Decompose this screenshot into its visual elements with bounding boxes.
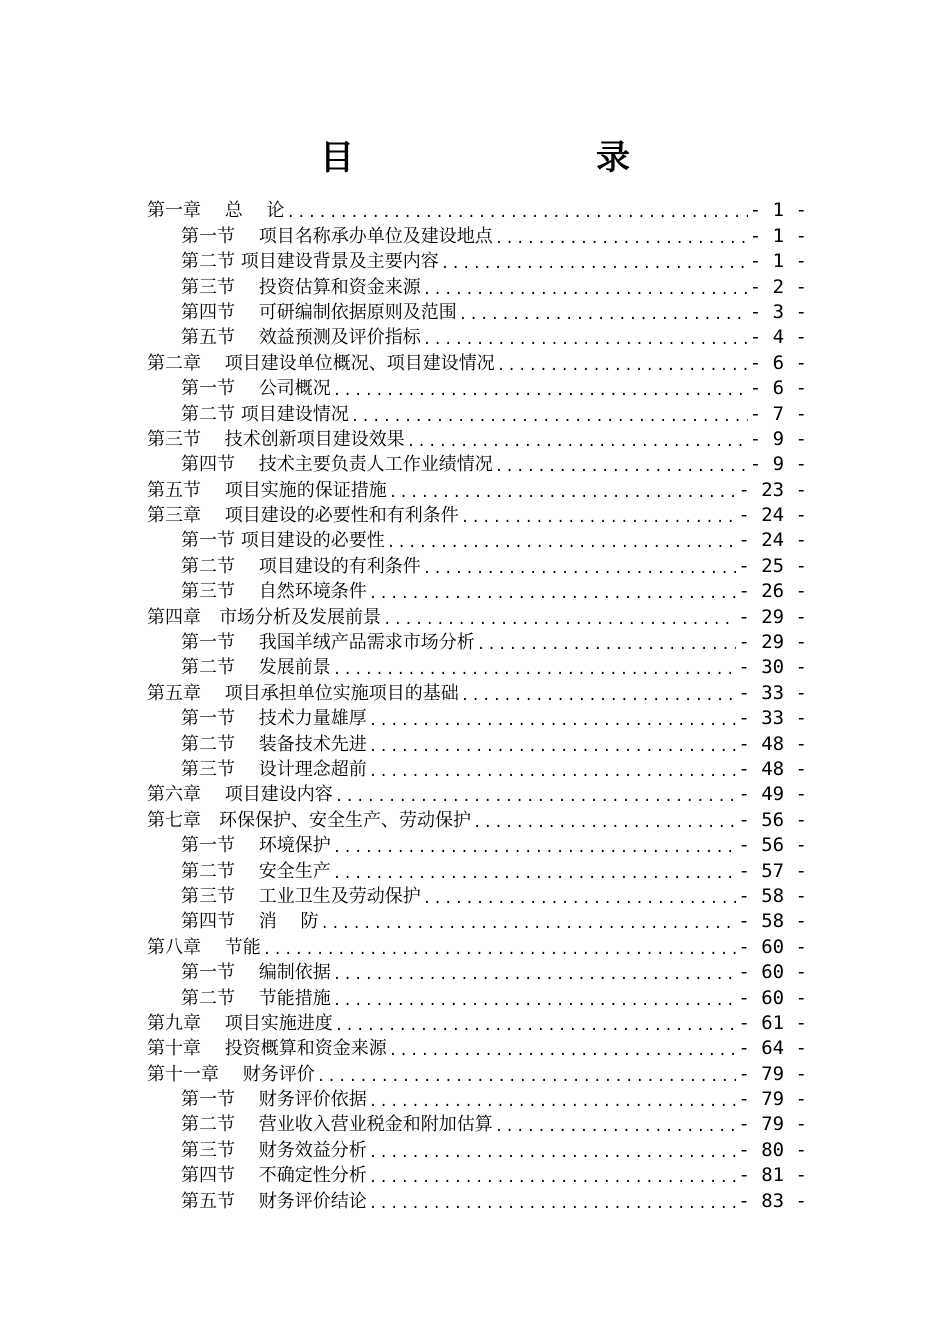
- page-title: 目 录: [320, 138, 688, 178]
- toc-section-entry[interactable]: [147, 452, 807, 477]
- toc-page-number: - 56 -: [738, 834, 807, 857]
- toc-page-number: - 83 -: [738, 1189, 807, 1212]
- toc-section-entry[interactable]: [147, 579, 807, 604]
- toc-page-number: - 3 -: [749, 300, 807, 323]
- toc-page-number: - 57 -: [738, 859, 807, 882]
- toc-section-entry[interactable]: [147, 1087, 807, 1112]
- toc-entry-label: 第二节 节能措施: [181, 987, 331, 1009]
- toc-section-entry[interactable]: [147, 731, 807, 756]
- toc-chapter-entry[interactable]: [147, 427, 807, 452]
- toc-page-number: - 61 -: [738, 1011, 807, 1034]
- toc-entry-label: 第五节 效益预测及评价指标: [181, 327, 421, 349]
- toc-chapter-entry[interactable]: [147, 782, 807, 807]
- toc-page-number: - 29 -: [738, 605, 807, 628]
- toc-section-entry[interactable]: [147, 274, 807, 299]
- table-of-contents: [147, 198, 807, 1214]
- dot-leader: [369, 1168, 737, 1188]
- dot-leader: [495, 457, 748, 477]
- toc-chapter-entry[interactable]: [147, 1011, 807, 1036]
- toc-page-number: - 23 -: [738, 478, 807, 501]
- toc-page-number: - 60 -: [738, 986, 807, 1009]
- toc-page-number: - 24 -: [738, 504, 807, 527]
- dot-leader: [333, 864, 737, 884]
- toc-entry-label: 第五节 财务评价结论: [181, 1190, 367, 1212]
- toc-entry-label: 第三节 工业卫生及劳动保护: [181, 885, 421, 907]
- toc-entry-label: 第四节 不确定性分析: [181, 1165, 367, 1187]
- toc-section-entry[interactable]: [147, 757, 807, 782]
- toc-section-entry[interactable]: [147, 884, 807, 909]
- dot-leader: [461, 508, 737, 528]
- toc-entry-label: 第五章 项目承担单位实施项目的基础: [147, 682, 459, 704]
- toc-entry-label: 第七章 环保保护、安全生产、劳动保护: [147, 809, 471, 831]
- dot-leader: [387, 533, 737, 553]
- toc-entry-label: 第三节 设计理念超前: [181, 758, 367, 780]
- dot-leader: [369, 584, 737, 604]
- dot-leader: [333, 991, 737, 1011]
- toc-section-entry[interactable]: [147, 655, 807, 680]
- dot-leader: [317, 1067, 737, 1087]
- dot-leader: [335, 787, 737, 807]
- dot-leader: [389, 483, 737, 503]
- toc-page-number: - 48 -: [738, 757, 807, 780]
- toc-entry-label: 第一章 总 论: [147, 200, 285, 222]
- toc-page-number: - 9 -: [749, 453, 807, 476]
- dot-leader: [369, 1194, 737, 1214]
- toc-page-number: - 6 -: [749, 351, 807, 374]
- toc-entry-label: 第一节 环境保护: [181, 835, 331, 857]
- toc-entry-label: 第九章 项目实施进度: [147, 1012, 333, 1034]
- toc-page-number: - 48 -: [738, 732, 807, 755]
- toc-chapter-entry[interactable]: [147, 1061, 807, 1086]
- toc-entry-label: 第一节 我国羊绒产品需求市场分析: [181, 632, 475, 654]
- dot-leader: [423, 889, 737, 909]
- toc-entry-label: 第四节 可研编制依据原则及范围: [181, 301, 457, 323]
- toc-page-number: - 79 -: [738, 1062, 807, 1085]
- toc-page-number: - 60 -: [738, 935, 807, 958]
- dot-leader: [286, 203, 747, 223]
- toc-entry-label: 第十章 投资概算和资金来源: [147, 1038, 387, 1060]
- dot-leader: [333, 660, 737, 680]
- toc-entry-label: 第二节 项目建设背景及主要内容: [181, 251, 439, 273]
- toc-page-number: - 58 -: [738, 884, 807, 907]
- dot-leader: [459, 305, 748, 325]
- toc-page-number: - 24 -: [738, 529, 807, 552]
- toc-section-entry[interactable]: [147, 223, 807, 248]
- toc-entry-label: 第三节 技术创新项目建设效果: [147, 428, 405, 450]
- toc-chapter-entry[interactable]: [147, 934, 807, 959]
- toc-entry-label: 第十一章 财务评价: [147, 1063, 315, 1085]
- toc-section-entry[interactable]: [147, 249, 807, 274]
- toc-page-number: - 4 -: [749, 326, 807, 349]
- toc-chapter-entry[interactable]: [147, 604, 807, 629]
- dot-leader: [423, 559, 737, 579]
- toc-entry-label: 第二节 装备技术先进: [181, 733, 367, 755]
- toc-page-number: - 1 -: [749, 250, 807, 273]
- dot-leader: [477, 635, 737, 655]
- toc-section-entry[interactable]: [147, 1163, 807, 1188]
- toc-entry-label: 第三章 项目建设的必要性和有利条件: [147, 505, 459, 527]
- toc-entry-label: 第二节 安全生产: [181, 860, 331, 882]
- toc-entry-label: 第一节 项目名称承办单位及建设地点: [181, 225, 493, 247]
- dot-leader: [389, 1041, 737, 1061]
- toc-chapter-entry[interactable]: [147, 1036, 807, 1061]
- toc-page-number: - 79 -: [738, 1088, 807, 1111]
- dot-leader: [441, 254, 748, 274]
- dot-leader: [495, 229, 748, 249]
- toc-entry-label: 第五节 项目实施的保证措施: [147, 479, 387, 501]
- toc-entry-label: 第二章 项目建设单位概况、项目建设情况: [147, 352, 495, 374]
- toc-page-number: - 30 -: [738, 656, 807, 679]
- toc-page-number: - 64 -: [738, 1037, 807, 1060]
- toc-entry-label: 第六章 项目建设内容: [147, 784, 333, 806]
- dot-leader: [369, 1092, 737, 1112]
- toc-entry-label: 第三节 财务效益分析: [181, 1139, 367, 1161]
- toc-section-entry[interactable]: [147, 1188, 807, 1213]
- dot-leader: [369, 711, 737, 731]
- toc-page-number: - 79 -: [738, 1113, 807, 1136]
- toc-page-number: - 81 -: [738, 1164, 807, 1187]
- toc-section-entry[interactable]: [147, 1112, 807, 1137]
- toc-section-entry[interactable]: [147, 1137, 807, 1162]
- toc-page-number: - 80 -: [738, 1138, 807, 1161]
- dot-leader: [407, 432, 748, 452]
- toc-section-entry[interactable]: [147, 553, 807, 578]
- toc-section-entry[interactable]: [147, 833, 807, 858]
- dot-leader: [369, 1143, 737, 1163]
- toc-entry-label: 第二节 项目建设情况: [181, 403, 349, 425]
- toc-entry-label: 第二节 营业收入营业税金和附加估算: [181, 1114, 493, 1136]
- dot-leader: [473, 813, 736, 833]
- dot-leader: [369, 762, 737, 782]
- dot-leader: [333, 381, 748, 401]
- dot-leader: [333, 838, 737, 858]
- dot-leader: [333, 965, 737, 985]
- toc-page-number: - 7 -: [749, 402, 807, 425]
- toc-page-number: - 33 -: [738, 707, 807, 730]
- dot-leader: [369, 737, 737, 757]
- toc-page-number: - 58 -: [738, 910, 807, 933]
- toc-entry-label: 第四节 技术主要负责人工作业绩情况: [181, 454, 493, 476]
- toc-entry-label: 第三节 自然环境条件: [181, 581, 367, 603]
- toc-entry-label: 第一节 公司概况: [181, 378, 331, 400]
- toc-page-number: - 60 -: [738, 961, 807, 984]
- dot-leader: [335, 1016, 737, 1036]
- toc-page-number: - 6 -: [749, 377, 807, 400]
- toc-chapter-entry[interactable]: [147, 503, 807, 528]
- dot-leader: [383, 610, 736, 630]
- toc-page-number: - 33 -: [738, 681, 807, 704]
- toc-entry-label: 第四节 消 防: [181, 911, 319, 933]
- toc-page-number: - 26 -: [738, 580, 807, 603]
- toc-entry-label: 第四章 市场分析及发展前景: [147, 606, 381, 628]
- toc-chapter-entry[interactable]: [147, 350, 807, 375]
- dot-leader: [423, 280, 748, 300]
- toc-page-number: - 49 -: [738, 783, 807, 806]
- toc-chapter-entry[interactable]: [147, 198, 807, 223]
- toc-chapter-entry[interactable]: [147, 680, 807, 705]
- toc-page-number: - 2 -: [749, 275, 807, 298]
- dot-leader: [497, 356, 748, 376]
- toc-entry-label: 第二节 发展前景: [181, 657, 331, 679]
- toc-section-entry[interactable]: [147, 376, 807, 401]
- toc-entry-label: 第二节 项目建设的有利条件: [181, 555, 421, 577]
- toc-page-number: - 9 -: [749, 427, 807, 450]
- toc-page-number: - 56 -: [738, 808, 807, 831]
- toc-section-entry[interactable]: [147, 325, 807, 350]
- toc-page-number: - 1 -: [749, 199, 807, 222]
- toc-section-entry[interactable]: [147, 706, 807, 731]
- dot-leader: [423, 330, 748, 350]
- toc-page-number: - 29 -: [738, 631, 807, 654]
- toc-entry-label: 第一节 项目建设的必要性: [181, 530, 385, 552]
- dot-leader: [495, 1117, 737, 1137]
- dot-leader: [461, 686, 737, 706]
- dot-leader: [351, 407, 748, 427]
- toc-section-entry[interactable]: [147, 528, 807, 553]
- toc-page-number: - 25 -: [738, 554, 807, 577]
- toc-section-entry[interactable]: [147, 985, 807, 1010]
- toc-entry-label: 第一节 技术力量雄厚: [181, 708, 367, 730]
- toc-section-entry[interactable]: [147, 960, 807, 985]
- toc-section-entry[interactable]: [147, 401, 807, 426]
- toc-entry-label: 第一节 财务评价依据: [181, 1089, 367, 1111]
- dot-leader: [320, 914, 736, 934]
- toc-entry-label: 第一节 编制依据: [181, 962, 331, 984]
- dot-leader: [263, 940, 737, 960]
- toc-page-number: - 1 -: [749, 224, 807, 247]
- toc-chapter-entry[interactable]: [147, 807, 807, 832]
- toc-section-entry[interactable]: [147, 858, 807, 883]
- toc-entry-label: 第三节 投资估算和资金来源: [181, 276, 421, 298]
- toc-section-entry[interactable]: [147, 630, 807, 655]
- toc-section-entry[interactable]: [147, 300, 807, 325]
- toc-entry-label: 第八章 节能: [147, 936, 261, 958]
- toc-chapter-entry[interactable]: [147, 477, 807, 502]
- toc-section-entry[interactable]: [147, 909, 807, 934]
